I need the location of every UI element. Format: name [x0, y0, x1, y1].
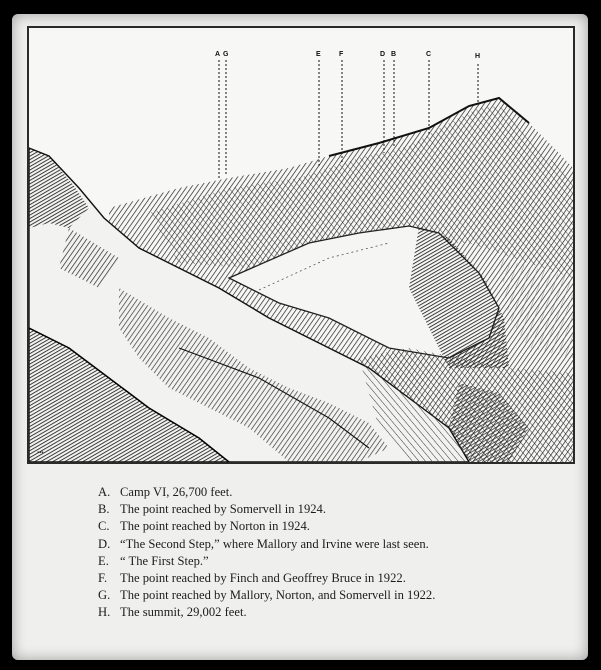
mountain-illustration — [27, 26, 575, 464]
mountain-drawing — [29, 28, 573, 462]
legend-text: The point reached by Norton in 1924. — [120, 519, 310, 534]
legend-letter: B. — [98, 502, 110, 517]
legend-letter: E. — [98, 553, 109, 568]
legend-item-e — [98, 553, 528, 570]
label-f: F — [339, 51, 344, 58]
marker-labels — [215, 51, 480, 60]
legend-text: Camp VI, 26,700 feet. — [120, 485, 233, 499]
label-b: B — [391, 51, 397, 58]
legend-item-f — [98, 570, 528, 587]
legend-text: The summit, 29,002 feet. — [120, 605, 247, 620]
legend-letter: H. — [98, 605, 111, 620]
artist-mark: ▪▪▪ — [37, 450, 44, 456]
legend-letter: G. — [98, 588, 111, 603]
label-e: E — [316, 51, 321, 58]
lantern-slide — [12, 14, 588, 660]
label-c: C — [426, 51, 432, 58]
legend — [98, 484, 528, 622]
legend-letter: C. — [98, 519, 110, 534]
legend-item-g — [98, 587, 528, 604]
legend-letter: A. — [98, 485, 111, 499]
legend-item-b — [98, 501, 528, 518]
legend-text: “The Second Step,” where Mallory and Irvine were last seen. — [120, 536, 429, 551]
legend-text: The point reached by Somervell in 1924. — [120, 502, 326, 517]
label-g: G — [223, 51, 229, 58]
legend-item-d — [98, 536, 528, 553]
label-a: A — [215, 51, 221, 58]
legend-text: “ The First Step.” — [120, 553, 209, 568]
legend-item-a — [98, 484, 528, 501]
legend-text: The point reached by Finch and Geoffrey Bruce in 1922. — [120, 571, 406, 586]
legend-item-c — [98, 518, 528, 535]
legend-letter: D. — [98, 536, 111, 551]
label-h: H — [475, 53, 481, 60]
legend-text: The point reached by Mallory, Norton, and Somervell in 1922. — [120, 588, 436, 603]
legend-letter: F. — [98, 571, 108, 586]
legend-item-h — [98, 604, 528, 621]
label-d: D — [380, 51, 386, 58]
